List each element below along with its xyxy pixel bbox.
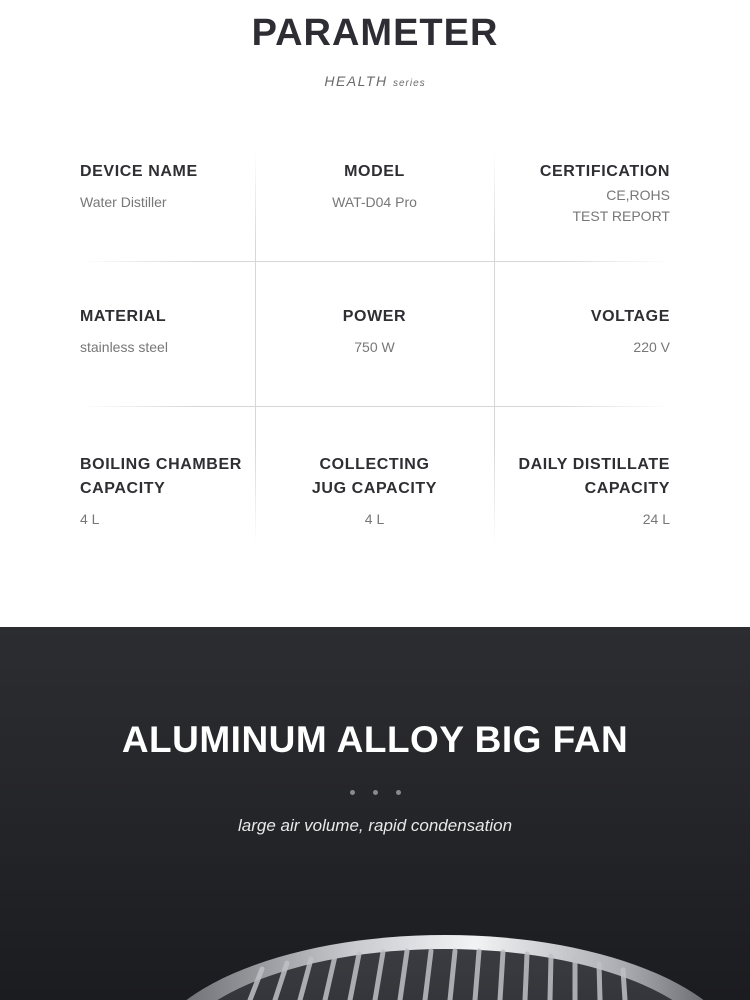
param-daily-distillate-capacity xyxy=(494,453,670,530)
divider-dot xyxy=(396,790,401,795)
param-certification xyxy=(494,160,670,227)
parameter-grid xyxy=(80,150,670,545)
param-value: CE,ROHS TEST REPORT xyxy=(572,187,670,224)
param-material xyxy=(80,305,255,358)
param-label: BOILING CHAMBER CAPACITY xyxy=(80,456,242,497)
param-value: 4 L xyxy=(80,511,100,527)
param-value: 750 W xyxy=(354,339,395,355)
param-label: VOLTAGE xyxy=(590,308,670,325)
dot-divider xyxy=(0,782,750,800)
param-label: MODEL xyxy=(344,163,405,180)
divider-dot xyxy=(350,790,355,795)
grid-divider xyxy=(80,261,670,262)
param-model xyxy=(255,160,494,213)
param-value: 24 L xyxy=(642,511,670,527)
param-voltage xyxy=(494,305,670,358)
feature-title: ALUMINUM ALLOY BIG FAN xyxy=(121,719,629,760)
series-suffix: series xyxy=(392,78,426,89)
param-value: Water Distiller xyxy=(80,194,167,210)
param-label: CERTIFICATION xyxy=(539,163,670,180)
grid-divider xyxy=(80,406,670,407)
param-label: MATERIAL xyxy=(80,308,167,325)
param-value: stainless steel xyxy=(80,339,168,355)
page-title: PARAMETER xyxy=(251,12,499,54)
param-label: DAILY DISTILLATE CAPACITY xyxy=(518,456,670,497)
series-name: HEALTH xyxy=(324,73,388,89)
feature-subtitle: large air volume, rapid condensation xyxy=(237,816,513,835)
param-label: DEVICE NAME xyxy=(80,163,198,180)
fan-image xyxy=(0,927,750,1000)
param-label: COLLECTING JUG CAPACITY xyxy=(311,456,438,497)
param-device-name xyxy=(80,160,255,213)
param-value: WAT-D04 Pro xyxy=(332,194,417,210)
fan-feature-section xyxy=(0,627,750,1000)
param-label: POWER xyxy=(342,308,407,325)
divider-dot xyxy=(373,790,378,795)
param-value: 220 V xyxy=(633,339,670,355)
param-boiling-chamber-capacity xyxy=(80,453,255,530)
param-power xyxy=(255,305,494,358)
param-value: 4 L xyxy=(364,511,385,527)
series-subtitle xyxy=(0,73,750,89)
param-collecting-jug-capacity xyxy=(255,453,494,530)
